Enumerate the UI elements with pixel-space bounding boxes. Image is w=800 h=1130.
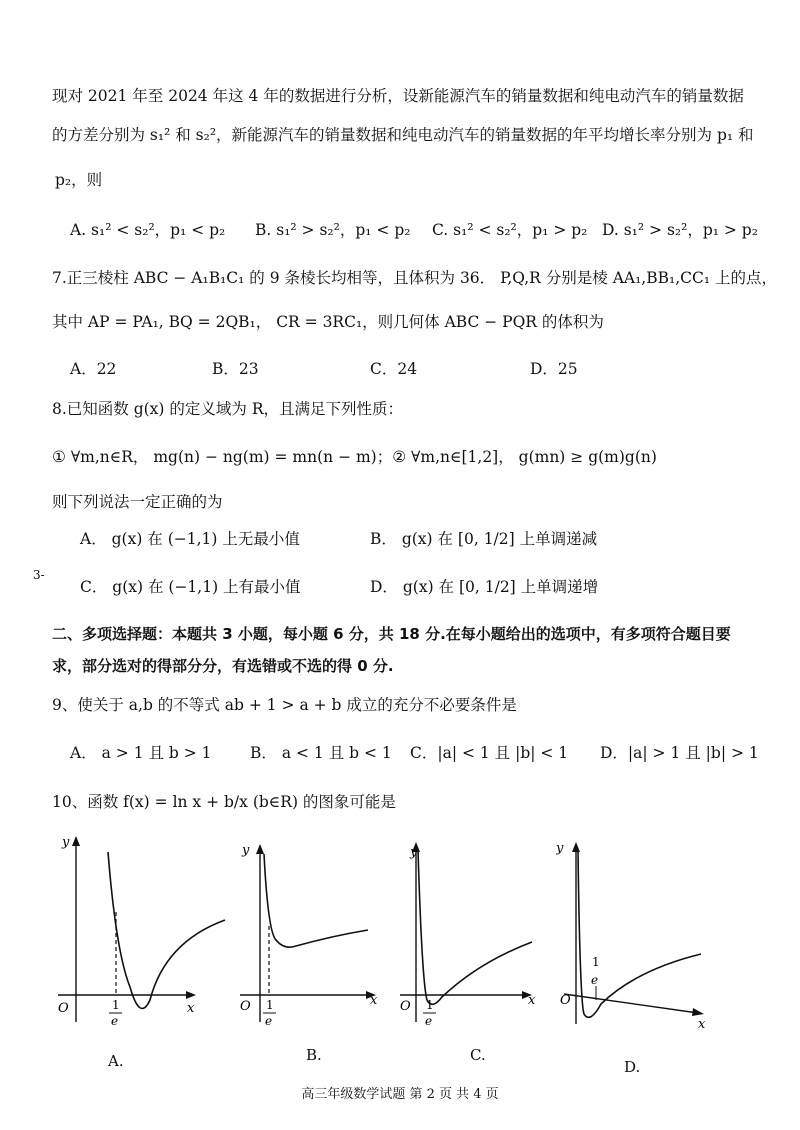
x-label: x xyxy=(370,993,378,1008)
function-curve xyxy=(108,852,225,1008)
q6-option-d[interactable]: D. s₁² > s₂²，p₁ > p₂ xyxy=(602,221,758,239)
q7-option-a[interactable]: A．22 xyxy=(70,360,117,378)
q6-option-a[interactable]: A. s₁² < s₂²，p₁ < p₂ xyxy=(70,221,226,239)
q9-stem: 9、使关于 a,b 的不等式 ab + 1 > a + b 成立的充分不必要条件是 xyxy=(52,696,517,714)
origin-label: O xyxy=(560,993,571,1008)
y-label: y xyxy=(242,843,250,858)
tick-denominator: e xyxy=(425,1014,433,1028)
q9-option-a[interactable]: A． a > 1 且 b > 1 xyxy=(70,744,212,762)
graph-c[interactable] xyxy=(394,832,544,1032)
section-2-heading-line-1: 二、多项选择题：本题共 3 小题，每小题 6 分，共 18 分.在每小题给出的选项中，有多项符合题目要 xyxy=(52,625,731,643)
function-curve xyxy=(418,850,532,1004)
q7-stem-line-2: 其中 AP = PA₁, BQ = 2QB₁， CR = 3RC₁，则几何体 ABC − PQR 的体积为 xyxy=(52,313,604,331)
graph-b-caption: B. xyxy=(306,1046,322,1064)
graph-c-caption: C. xyxy=(470,1046,486,1064)
q6-option-b[interactable]: B. s₁² > s₂²，p₁ < p₂ xyxy=(255,221,411,239)
intro-line-3: p₂，则 xyxy=(55,171,103,189)
tick-numerator: 1 xyxy=(112,998,120,1012)
q7-option-c[interactable]: C．24 xyxy=(370,360,418,378)
y-label: y xyxy=(410,845,418,860)
q8-option-a[interactable]: A． g(x) 在 (−1,1) 上无最小值 xyxy=(80,530,300,548)
q8-stem-line-3: 则下列说法一定正确的为 xyxy=(52,493,223,511)
graph-a[interactable] xyxy=(50,832,240,1032)
q8-option-d[interactable]: D． g(x) 在 [0, 1/2] 上单调递增 xyxy=(370,578,599,596)
q7-option-b[interactable]: B．23 xyxy=(212,360,259,378)
q9-option-d[interactable]: D．|a| > 1 且 |b| > 1 xyxy=(600,744,759,762)
intro-line-1: 现对 2021 年至 2024 年这 4 年的数据进行分析，设新能源汽车的销量数据和纯电动汽车的销量数据 xyxy=(52,87,744,105)
q10-stem: 10、函数 f(x) = ln x + b/x (b∈R) 的图象可能是 xyxy=(52,793,396,811)
tick-denominator: e xyxy=(265,1014,273,1028)
tick-numerator: 1 xyxy=(426,998,434,1012)
x-axis xyxy=(564,994,698,1013)
page-footer: 高三年级数学试题 第 2 页 共 4 页 xyxy=(301,1087,499,1102)
tick-numerator: 1 xyxy=(592,955,600,969)
q8-stem-line-2: ① ∀m,n∈R， mg(n) − ng(m) = mn(n − m)；② ∀m,n∈[1,2]， g(mn) ≥ g(m)g(n) xyxy=(52,448,657,466)
tick-numerator: 1 xyxy=(266,998,274,1012)
y-axis-arrow-icon xyxy=(572,842,580,852)
graph-d-caption: D. xyxy=(624,1058,641,1076)
q9-option-b[interactable]: B． a < 1 且 b < 1 xyxy=(250,744,392,762)
q9-option-c[interactable]: C．|a| < 1 且 |b| < 1 xyxy=(410,744,569,762)
origin-label: O xyxy=(240,999,251,1014)
y-label: y xyxy=(62,835,70,850)
tick-denominator: e xyxy=(591,973,599,987)
graph-b[interactable] xyxy=(232,832,392,1032)
y-label: y xyxy=(556,841,564,856)
x-axis-arrow-icon xyxy=(692,1008,704,1016)
graph-d[interactable] xyxy=(556,832,716,1032)
y-axis-arrow-icon xyxy=(72,836,80,846)
origin-label: O xyxy=(58,1001,69,1016)
graph-a-caption: A. xyxy=(108,1052,124,1070)
intro-line-2: 的方差分别为 s₁² 和 s₂²，新能源汽车的销量数据和纯电动汽车的销量数据的年平均增长率分别为 p₁ 和 xyxy=(52,126,754,144)
x-axis-arrow-icon xyxy=(186,991,196,999)
q8-stem-line-1: 8.已知函数 g(x) 的定义域为 R，且满足下列性质： xyxy=(52,400,403,418)
q8-option-b[interactable]: B． g(x) 在 [0, 1/2] 上单调递减 xyxy=(370,530,598,548)
x-label: x xyxy=(698,1017,706,1032)
q7-option-d[interactable]: D．25 xyxy=(530,360,578,378)
q6-option-c[interactable]: C. s₁² < s₂²，p₁ > p₂ xyxy=(432,221,588,239)
margin-mark: 3- xyxy=(33,568,45,582)
q8-option-c[interactable]: C． g(x) 在 (−1,1) 上有最小值 xyxy=(80,578,301,596)
tick-denominator: e xyxy=(111,1014,119,1028)
x-label: x xyxy=(528,993,536,1008)
y-axis-arrow-icon xyxy=(256,844,264,854)
q7-stem-line-1: 7.正三棱柱 ABC − A₁B₁C₁ 的 9 条棱长均相等，且体积为 36． P,Q,R 分别是棱 AA₁,BB₁,CC₁ 上的点， xyxy=(52,269,778,287)
origin-label: O xyxy=(400,999,411,1014)
section-2-heading-line-2: 求，部分选对的得部分分，有选错或不选的得 0 分. xyxy=(52,657,394,675)
x-label: x xyxy=(187,1001,195,1016)
function-curve xyxy=(264,854,368,947)
